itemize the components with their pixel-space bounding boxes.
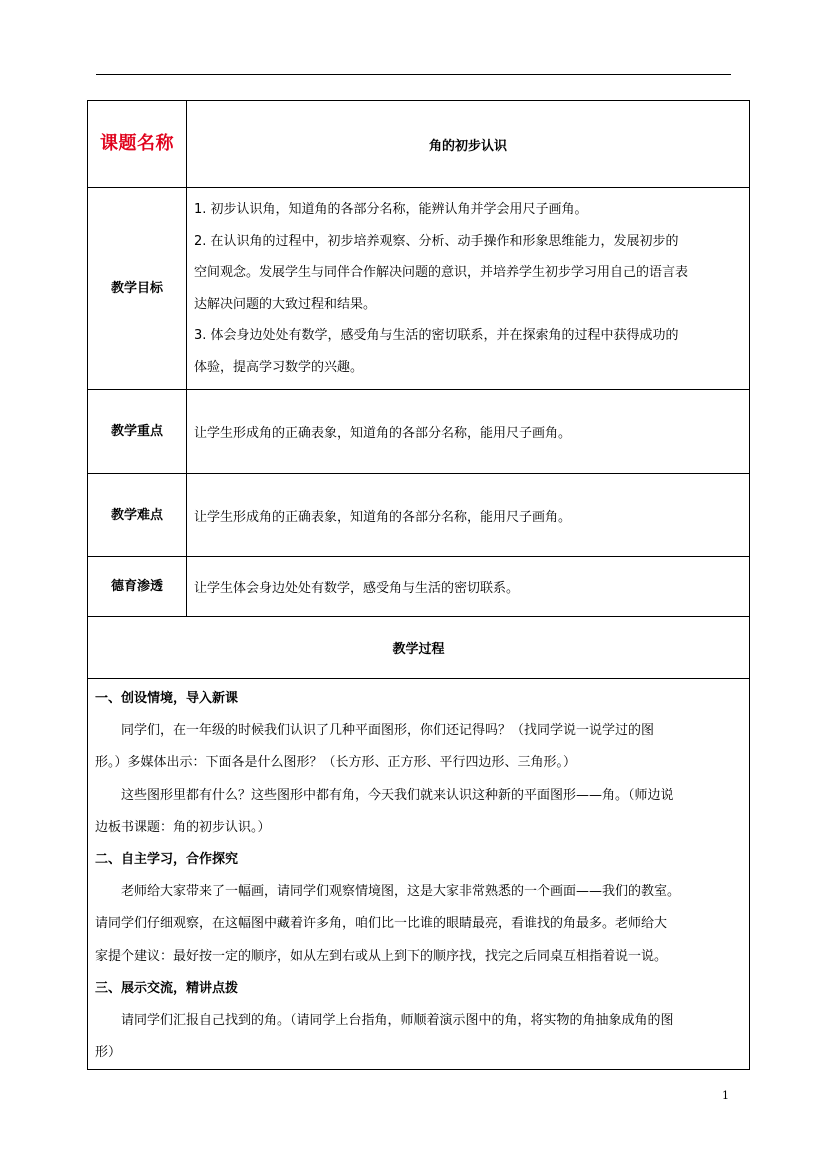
paragraph-line: 同学们，在一年级的时候我们认识了几种平面图形，你们还记得吗？（找同学说一说学过的图 bbox=[121, 723, 655, 739]
moral-value: 让学生体会身边处处有数学，感受角与生活的密切联系。 bbox=[187, 557, 750, 617]
process-header: 教学过程 bbox=[88, 617, 750, 679]
goal-line: 3. 体会身边处处有数学，感受角与生活的密切联系，并在探索角的过程中获得成功的 bbox=[194, 328, 679, 343]
key-points-value: 让学生形成角的正确表象，知道角的各部分名称，能用尺子画角。 bbox=[187, 390, 750, 474]
paragraph-line: 请同学们汇报自己找到的角。（请同学上台指角，师顺着演示图中的角，将实物的角抽象成角的图 bbox=[121, 1013, 674, 1029]
section-heading: 一、创设情境，导入新课 bbox=[95, 691, 239, 706]
row-title bbox=[88, 101, 750, 188]
moral-label: 德育渗透 bbox=[88, 557, 187, 617]
row-goals bbox=[88, 188, 750, 390]
goal-line: 达解决问题的大致过程和结果。 bbox=[194, 296, 377, 312]
title-label: 课题名称 bbox=[88, 101, 187, 188]
goal-line: 体验，提高学习数学的兴趣。 bbox=[194, 359, 364, 375]
goal-line: 2. 在认识角的过程中，初步培养观察、分析、动手操作和形象思维能力，发展初步的 bbox=[194, 233, 679, 249]
section-heading: 三、展示交流，精讲点拨 bbox=[95, 980, 239, 996]
difficulties-label: 教学难点 bbox=[88, 474, 187, 557]
paragraph-line: 边板书课题：角的初步认识。） bbox=[95, 819, 271, 835]
section-heading: 二、自主学习，合作探究 bbox=[95, 852, 239, 868]
goals-content bbox=[187, 188, 750, 390]
paragraph-line: 形） bbox=[95, 1045, 122, 1061]
paragraph-line: 形。）多媒体出示：下面各是什么图形？（长方形、正方形、平行四边形、三角形。） bbox=[95, 755, 577, 771]
paragraph-line: 老师给大家带来了一幅画，请同学们观察情境图，这是大家非常熟悉的一个画面——我们的教室。 bbox=[121, 884, 681, 900]
title-value: 角的初步认识 bbox=[187, 101, 750, 188]
page-number: 1 bbox=[722, 1089, 729, 1102]
lesson-plan-table bbox=[87, 100, 750, 1070]
row-moral bbox=[88, 557, 750, 617]
goal-line: 1. 初步认识角，知道角的各部分名称，能辨认角并学会用尺子画角。 bbox=[194, 202, 588, 217]
row-process-header bbox=[88, 617, 750, 679]
row-difficulties bbox=[88, 474, 750, 557]
paragraph-line: 请同学们仔细观察，在这幅图中藏着许多角，咱们比一比谁的眼睛最亮，看谁找的角最多。老师给大 bbox=[95, 916, 668, 932]
paragraph-line: 家提个建议：最好按一定的顺序，如从左到右或从上到下的顺序找，找完之后同桌互相指着说一说。 bbox=[95, 948, 668, 964]
goal-line: 空间观念。发展学生与同伴合作解决问题的意识，并培养学生初步学习用自己的语言表 bbox=[194, 265, 689, 280]
paragraph-line: 这些图形里都有什么？这些图形中都有角，今天我们就来认识这种新的平面图形——角。（师边说 bbox=[121, 787, 674, 803]
row-process bbox=[88, 679, 750, 1070]
process-content bbox=[88, 679, 750, 1070]
header-rule bbox=[96, 74, 731, 75]
row-key-points bbox=[88, 390, 750, 474]
key-points-label: 教学重点 bbox=[88, 390, 187, 474]
goals-label: 教学目标 bbox=[88, 188, 187, 390]
process-lines bbox=[95, 683, 743, 1069]
difficulties-value: 让学生形成角的正确表象，知道角的各部分名称，能用尺子画角。 bbox=[187, 474, 750, 557]
